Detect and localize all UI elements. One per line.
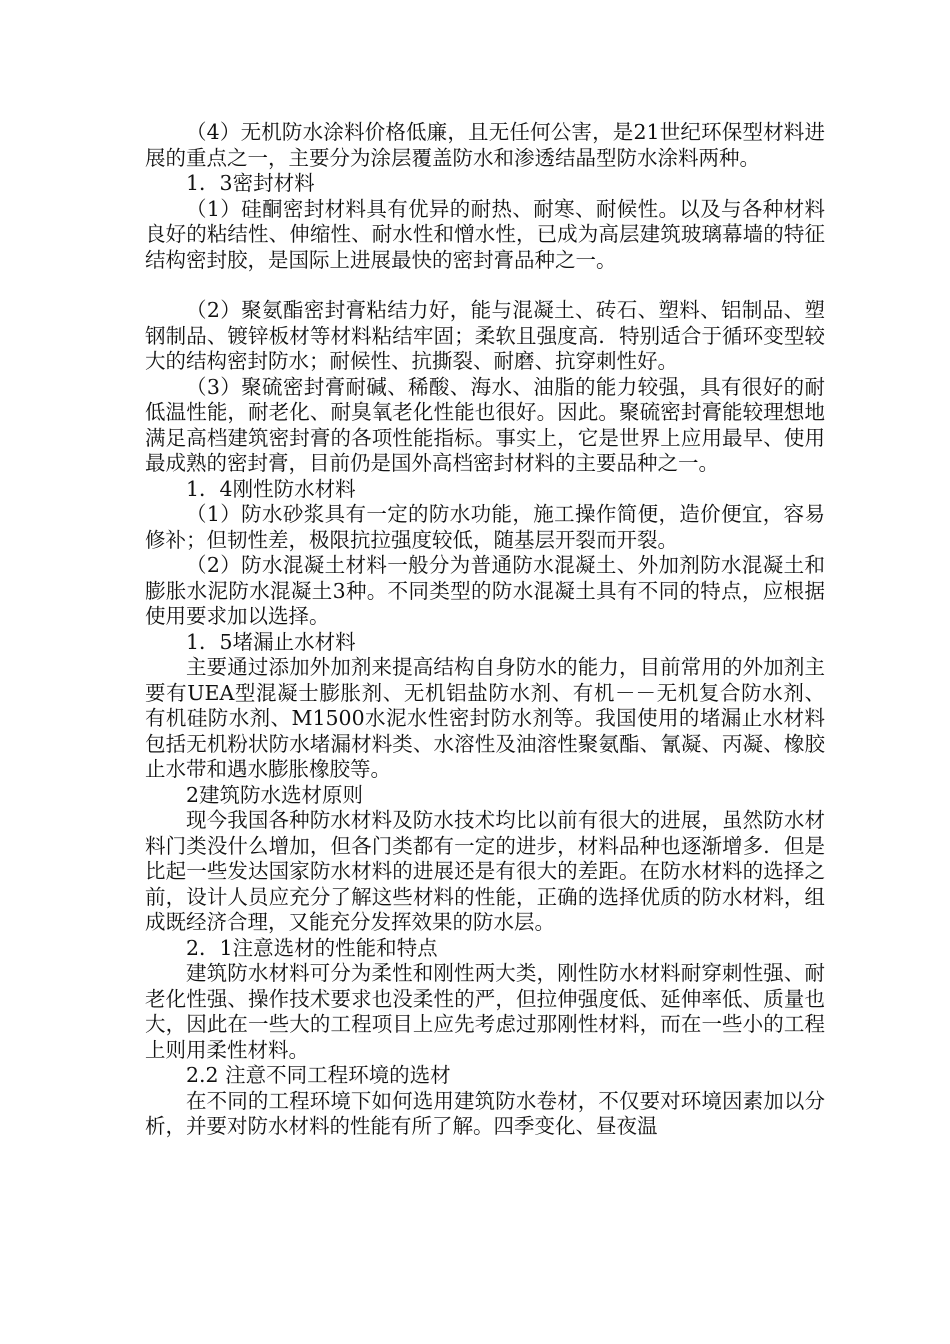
- paragraph-selection-principles: 现今我国各种防水材料及防水技术均比以前有很大的进展，虽然防水材料门类没什么增加，但各门类都有一定的进步，材料品种也逐渐增多．但是比起一些发达国家防水材料的进展还是有很大的差距。在防水材料的选择之前，设计人员应充分了解这些材料的性能，正确的选择优质的防水材料，组成既经济合理，又能充分发挥效果的防水层。: [145, 808, 825, 934]
- section-heading-2: 2建筑防水选材原则: [186, 782, 364, 807]
- paragraph-inorganic-coating: （4）无机防水涂料价格低廉，且无任何公害，是21世纪环保型材料进展的重点之一，主要分为涂层覆盖防水和渗透结晶型防水涂料两种。: [145, 120, 825, 170]
- paragraph-waterproof-concrete: （2）防水混凝土材料一般分为普通防水混凝土、外加剂防水混凝土和膨胀水泥防水混凝土3种。不同类型的防水混凝土具有不同的特点，应根据使用要求加以选择。: [145, 553, 825, 628]
- section-heading-1-3: 1．3密封材料: [186, 171, 315, 195]
- section-heading-2-1: 2．1注意选材的性能和特点: [186, 935, 438, 960]
- section-heading-2-2: 2.2 注意不同工程环境的选材: [186, 1063, 451, 1087]
- paragraph-material-properties: 建筑防水材料可分为柔性和刚性两大类，刚性防水材料耐穿刺性强、耐老化性强、操作技术要求也没柔性的严，但拉伸强度低、延伸率低、质量也大，因此在一些大的工程项目上应先考虑过那刚性材料，而在一些小的工程上则用柔性材料。: [145, 961, 825, 1062]
- paragraph-gap: [145, 273, 825, 298]
- paragraph-polyurethane-sealant: （2）聚氨酯密封膏粘结力好，能与混凝土、砖石、塑料、铝制品、塑钢制品、镀锌板材等材料粘结牢固；柔软且强度高．特别适合于循环变型较大的结构密封防水；耐候性、抗撕裂、耐磨、抗穿刺性好。: [145, 298, 825, 373]
- paragraph-engineering-environment: 在不同的工程环境下如何选用建筑防水卷材，不仅要对环境因素加以分析，并要对防水材料的性能有所了解。四季变化、昼夜温: [145, 1088, 825, 1138]
- section-heading-1-5: 1．5堵漏止水材料: [186, 629, 356, 654]
- section-heading-1-4: 1．4刚性防水材料: [186, 476, 356, 501]
- paragraph-leak-sealing: 主要通过添加外加剂来提高结构自身防水的能力，目前常用的外加剂主要有UEA型混凝士膨胀剂、无机铝盐防水剂、有机－－无机复合防水剂、有机硅防水剂、M1500水泥水性密封防水剂等。我国使用的堵漏止水材料包括无机粉状防水堵漏材料类、水溶性及油溶性聚氨酯、氰凝、丙凝、橡胶止水带和遇水膨胀橡胶等。: [145, 655, 825, 781]
- document-body: [145, 120, 825, 1140]
- paragraph-silicone-sealant: （1）硅酮密封材料具有优异的耐热、耐寒、耐候性。以及与各种材料良好的粘结性、伸缩性、耐水性和憎水性，已成为高层建筑玻璃幕墙的特征结构密封胶，是国际上进展最快的密封膏品种之一。: [145, 196, 825, 272]
- paragraph-waterproof-mortar: （1）防水砂浆具有一定的防水功能，施工操作简便，造价便宜，容易修补；但韧性差，极限抗拉强度较低，随基层开裂而开裂。: [145, 502, 825, 552]
- paragraph-polysulfide-sealant: （3）聚硫密封膏耐碱、稀酸、海水、油脂的能力较强，具有很好的耐低温性能，耐老化、耐臭氧老化性能也很好。因此。聚硫密封膏能较理想地满足高档建筑密封膏的各项性能指标。事实上，它是世界上应用最早、使用最成熟的密封膏，目前仍是国外高档密封材料的主要品种之一。: [145, 374, 825, 475]
